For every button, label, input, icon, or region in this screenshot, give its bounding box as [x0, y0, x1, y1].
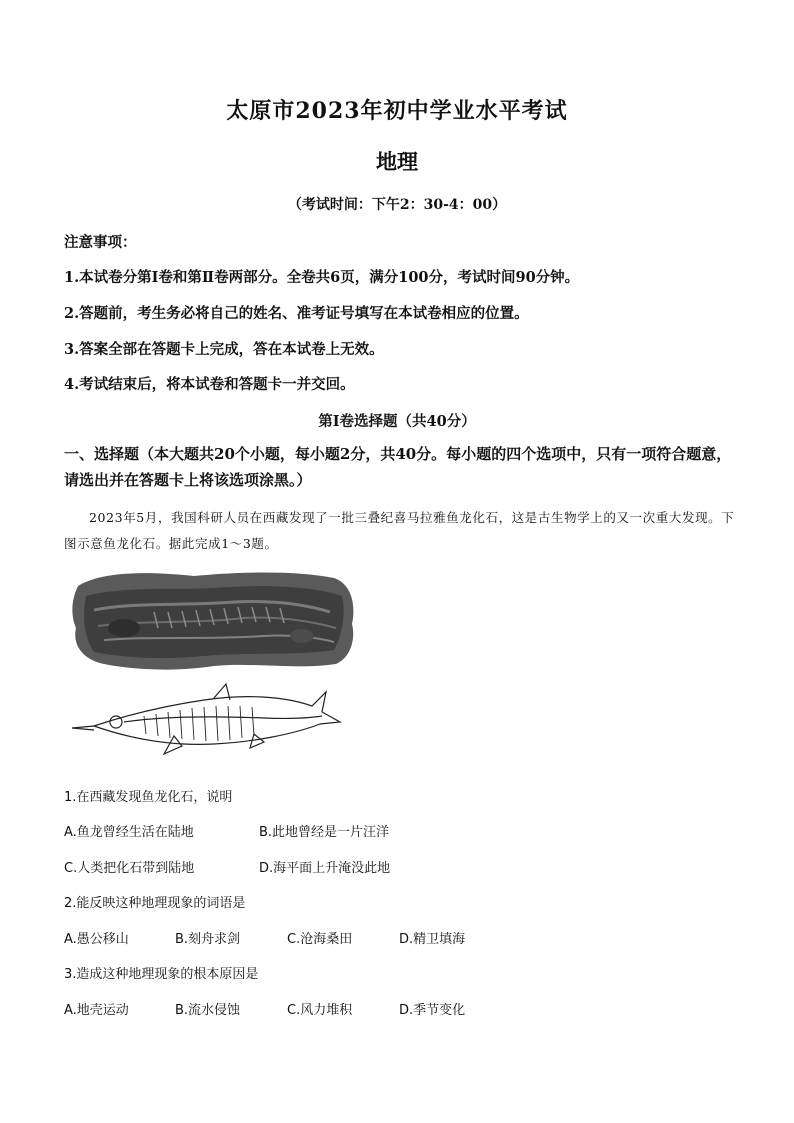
note-item-2: 2.答题前，考生务必将自己的姓名、准考证号填写在本试卷相应的位置。	[64, 305, 529, 322]
section-title: 第Ⅰ卷选择题（共40分）	[318, 413, 476, 430]
note-item-1: 1.本试卷分第Ⅰ卷和第Ⅱ卷两部分。全卷共6页，满分100分，考试时间90分钟。	[64, 269, 580, 286]
reading-passage: 2023年5月，我国科研人员在西藏发现了一批三叠纪喜马拉雅鱼龙化石，这是古生物学上的又一次重大发现。下图示意鱼龙化石。据此完成1～3题。	[64, 510, 735, 551]
question-3-option-b[interactable]: B.流水侵蚀	[175, 1003, 241, 1018]
question-2-option-a[interactable]: A.愚公移山	[64, 932, 129, 947]
question-2-stem: 2.能反映这种地理现象的词语是	[64, 896, 246, 911]
fossil-illustration	[64, 566, 358, 762]
question-3-option-c[interactable]: C.风力堆积	[287, 1003, 353, 1018]
question-1-option-d[interactable]: D.海平面上升淹没此地	[259, 861, 391, 876]
section-instructions: 一、选择题（本大题共20个小题，每小题2分，共40分。每小题的四个选项中，只有一项符合题意，请选出并在答题卡上将该选项涂黑。）	[64, 445, 732, 489]
question-3-option-a[interactable]: A.地壳运动	[64, 1003, 129, 1018]
ichthyosaur-fossil-figure	[64, 566, 358, 762]
question-2-option-d[interactable]: D.精卫填海	[399, 932, 466, 947]
question-2-option-c[interactable]: C.沧海桑田	[287, 932, 353, 947]
question-1-stem: 1.在西藏发现鱼龙化石，说明	[64, 790, 233, 805]
exam-title: 太原市2023年初中学业水平考试	[226, 98, 568, 124]
subject-title: 地理	[376, 149, 418, 174]
question-1-option-b[interactable]: B.此地曾经是一片汪洋	[259, 825, 390, 840]
question-3-stem: 3.造成这种地理现象的根本原因是	[64, 967, 259, 982]
question-1-option-c[interactable]: C.人类把化石带到陆地	[64, 861, 195, 876]
question-2-option-b[interactable]: B.刻舟求剑	[175, 932, 241, 947]
fossil-rock-image	[72, 573, 353, 670]
note-item-4: 4.考试结束后，将本试卷和答题卡一并交回。	[64, 376, 355, 393]
question-1-option-a[interactable]: A.鱼龙曾经生活在陆地	[64, 825, 194, 840]
exam-time: （考试时间：下午2：30-4：00）	[287, 197, 507, 213]
question-3-option-d[interactable]: D.季节变化	[399, 1003, 466, 1018]
note-item-3: 3.答案全部在答题卡上完成，答在本试卷上无效。	[64, 341, 384, 358]
ichthyosaur-skeleton-drawing	[72, 684, 340, 754]
notes-heading: 注意事项：	[64, 234, 137, 251]
